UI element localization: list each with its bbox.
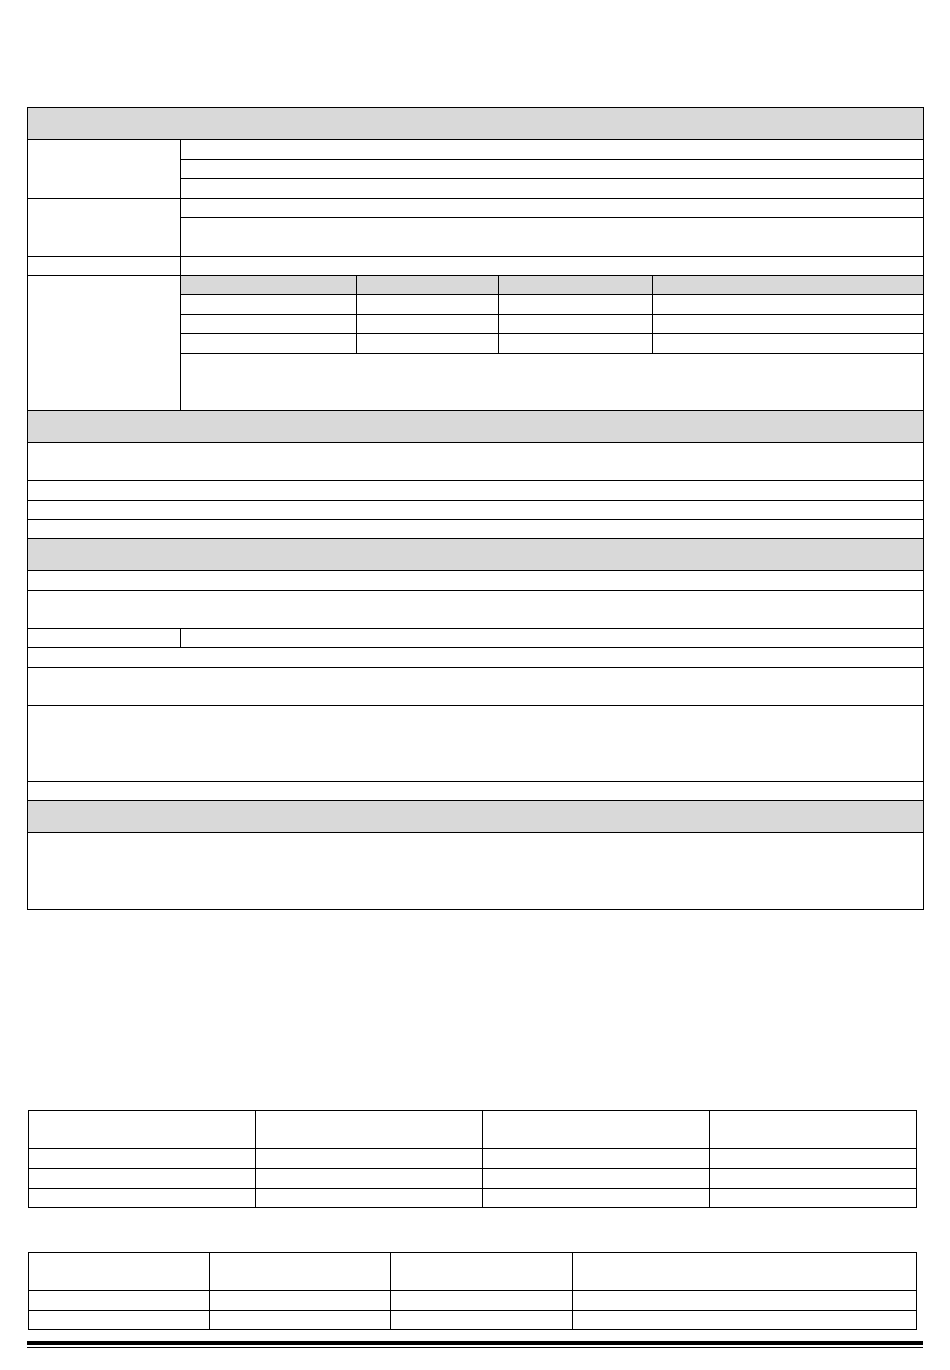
row-divider [27,139,924,140]
row-divider [27,832,924,833]
table-b-cell [572,1290,917,1311]
section-header-1 [28,108,923,139]
row-divider [27,705,924,706]
table-b-cell [28,1310,210,1330]
table-b [28,1252,917,1330]
sub-row-divider [181,159,924,160]
table-a-cell [709,1148,917,1169]
row-divider [27,198,924,199]
form-frame [27,107,924,910]
table-a-cell [482,1148,710,1169]
table-a [28,1110,917,1208]
section-header-3 [28,539,923,570]
section-header-2 [28,411,923,442]
row-divider [27,647,924,648]
row-divider [27,800,924,801]
table-b-cell [28,1290,210,1311]
table-a-cell [28,1188,256,1208]
section-header-4 [28,801,923,832]
table-a-header-4 [709,1110,917,1149]
table-b-cell [572,1310,917,1330]
table-a-cell [709,1168,917,1189]
sub-row-divider [181,217,924,218]
table-a-header-3 [482,1110,710,1149]
row-divider [27,781,924,782]
table-a-cell [255,1188,483,1208]
label-column-divider [180,139,181,411]
table-b-cell [209,1310,391,1330]
table-a-cell [255,1148,483,1169]
table-a-header-2 [255,1110,483,1149]
sub-row-divider [181,178,924,179]
table-a-cell [482,1188,710,1208]
row-divider [27,538,924,539]
table-a-cell [482,1168,710,1189]
footer-thick-rule [27,1341,923,1345]
row-divider [27,256,924,257]
label-column-divider [180,628,181,647]
table-a-cell [28,1168,256,1189]
row-divider [27,667,924,668]
table-b-cell [209,1290,391,1311]
footer-thin-rule [27,1347,923,1348]
table-a-cell [709,1188,917,1208]
table-b-header-3 [390,1252,573,1291]
row-divider [27,410,924,411]
table-b-cell [390,1290,573,1311]
row-divider [27,480,924,481]
table-a-header-1 [28,1110,256,1149]
table-b-header-1 [28,1252,210,1291]
row-divider [27,500,924,501]
table-a-cell [28,1148,256,1169]
sub-row-divider [181,353,924,354]
row-divider [27,590,924,591]
inner-table [181,276,923,353]
row-divider [27,628,924,629]
table-b-header-4 [572,1252,917,1291]
table-b-cell [390,1310,573,1330]
row-divider [27,570,924,571]
row-divider [27,519,924,520]
table-b-header-2 [209,1252,391,1291]
row-divider [27,442,924,443]
table-a-cell [255,1168,483,1189]
